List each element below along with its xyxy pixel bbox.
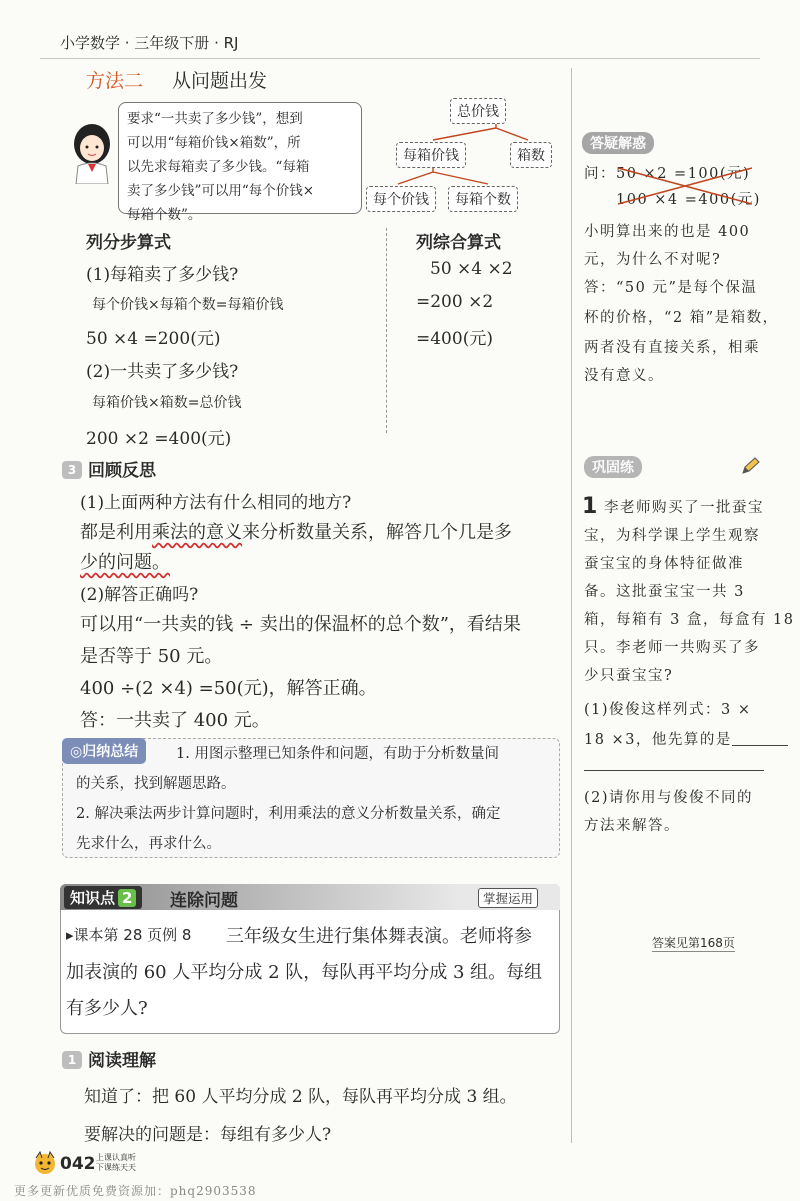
knowledge-problem-line-1: 三年级女生进行集体舞表演。老师将参 <box>226 926 532 947</box>
method-title: 方法二 <box>86 70 144 92</box>
tree-node-box-count: 箱数 <box>510 142 552 168</box>
combined-line-3: =400(元) <box>416 329 493 349</box>
tree-node-box-price: 每箱价钱 <box>396 142 466 168</box>
reading-section-icon: 1 <box>62 1051 82 1069</box>
stepwise-title: 列分步算式 <box>86 233 171 253</box>
cross-out-mark <box>612 160 762 216</box>
review-answer-1-pre: 都是利用 <box>80 522 152 543</box>
bubble-line: 卖了多少钱”可以用“每个价钱× <box>127 183 315 199</box>
summary-tag: ◎归纳总结 <box>62 738 146 764</box>
summary-point-2-line-2: 先求什么，再求什么。 <box>76 836 221 852</box>
bubble-line: 以先求每箱卖了多少钱。“每箱 <box>127 159 310 175</box>
bubble-line: 每箱个数”。 <box>127 207 202 223</box>
thought-bubble <box>118 102 362 223</box>
tree-node-unit-price: 每个价钱 <box>366 186 436 212</box>
knowledge-problem-line-2: 加表演的 60 人平均分成 2 队，每队再平均分成 3 组。每组 <box>66 962 543 983</box>
knowledge-tag <box>64 886 142 909</box>
qa-answer-line-4: 没有意义。 <box>584 368 664 384</box>
practice-line-11: 方法来解答。 <box>584 818 680 834</box>
review-answer-2-line-2: 是否等于 50 元。 <box>80 646 223 667</box>
page-header-title: 小学数学 · 三年级下册 · RJ <box>60 34 239 52</box>
step-equation-2: 200 ×2 =400(元) <box>86 429 232 449</box>
combined-line-2: =200 ×2 <box>416 292 494 312</box>
review-heading <box>62 456 156 481</box>
practice-tag: 巩固练 <box>584 456 642 478</box>
page-number: 042 <box>60 1154 96 1174</box>
practice-line-7: 少只蚕宝宝? <box>584 668 674 684</box>
practice-line-9-text: 18 ×3，他先算的是 <box>584 732 732 748</box>
step-question-2: (2)一共卖了多少钱? <box>86 362 239 382</box>
tree-node-per-box: 每箱个数 <box>448 186 518 212</box>
practice-line-3: 蚕宝宝的身体特征做准 <box>584 556 744 572</box>
footer-watermark: 更多更新优质免费资源加：phq2903538 <box>14 1184 257 1198</box>
qa-question-line-1: 小明算出来的也是 400 <box>584 224 751 240</box>
review-question-2: (2)解答正确吗? <box>80 585 199 605</box>
bubble-line: 要求“一共卖了多少钱”，想到 <box>127 111 303 127</box>
review-answer-2-line-3: 400 ÷(2 ×4) =50(元)，解答正确。 <box>80 678 377 699</box>
knowledge-tag-label: 知识点 <box>70 889 116 907</box>
reading-title: 阅读理解 <box>88 1051 156 1071</box>
reading-line-1: 知道了：把 60 人平均分成 2 队，每队再平均分成 3 组。 <box>84 1087 517 1107</box>
knowledge-problem-line-3: 有多少人? <box>66 998 148 1019</box>
footer-slogan <box>96 1153 136 1173</box>
step-question-1: (1)每箱卖了多少钱? <box>86 265 239 285</box>
practice-line-5: 箱，每箱有 3 盒，每盒有 18 <box>584 612 795 628</box>
review-answer-1-line-2-text: 少的问题。 <box>80 552 170 573</box>
review-title: 回顾反思 <box>88 461 156 481</box>
dashed-separator <box>386 228 387 433</box>
practice-number: 1 <box>582 494 598 519</box>
qa-answer-line-3: 两者没有直接关系，相乘 <box>584 340 760 356</box>
qa-question-line-2: 元，为什么不对呢? <box>584 252 722 268</box>
knowledge-badge: 掌握运用 <box>478 888 538 908</box>
practice-line-6: 只。李老师一共购买了多 <box>584 640 760 656</box>
qa-tag: 答疑解惑 <box>582 132 654 154</box>
review-answer-2-line-4: 答：一共卖了 400 元。 <box>80 710 270 731</box>
footer-slogan-1: 上课认真听 <box>96 1153 136 1162</box>
review-answer-1-line-1 <box>80 518 512 544</box>
reading-heading <box>62 1046 156 1071</box>
summary-point-2-line-1: 2. 解决乘法两步计算问题时，利用乘法的意义分析数量关系，确定 <box>76 806 501 822</box>
combined-line-1: 50 ×4 ×2 <box>430 259 513 279</box>
practice-line-10: (2)请你用与俊俊不同的 <box>584 790 754 806</box>
knowledge-title: 连除问题 <box>170 891 238 911</box>
footer-slogan-2: 下课练天天 <box>96 1163 136 1172</box>
tree-node-total: 总价钱 <box>450 98 506 124</box>
mascot-icon <box>32 1150 58 1176</box>
bubble-line: 可以用“每箱价钱×箱数”，所 <box>127 135 301 151</box>
pencil-icon <box>740 456 762 476</box>
textbook-reference: ▸课本第 28 页例 8 <box>66 926 192 944</box>
combined-title: 列综合算式 <box>416 233 501 253</box>
step-formula-2: 每箱价钱×箱数=总价钱 <box>92 395 242 411</box>
review-answer-1-line-2 <box>80 548 170 574</box>
column-divider <box>571 68 572 1143</box>
practice-line-4: 备。这批蚕宝宝一共 3 <box>584 584 745 600</box>
practice-line-2: 宝，为科学课上学生观察 <box>584 528 760 544</box>
header-divider <box>40 58 760 59</box>
summary-point-1-line-1: 1. 用图示整理已知条件和问题，有助于分析数量间 <box>176 746 499 762</box>
qa-wrong-eq-2: 100 ×4 =400(元) <box>616 192 761 208</box>
qa-wrong-eq-1: 50 ×2 =100(元) <box>616 166 751 182</box>
answer-blank-1[interactable] <box>732 730 788 746</box>
summary-point-1-line-2: 的关系，找到解题思路。 <box>76 776 236 792</box>
qa-answer-line-2: 杯的价格，“2 箱”是箱数， <box>584 310 779 326</box>
review-answer-1-post: 来分析数量关系，解答几个几是多 <box>242 522 512 543</box>
practice-line-8: (1)俊俊这样列式：3 × <box>584 702 752 718</box>
practice-line-9 <box>584 726 788 754</box>
girl-avatar <box>68 120 120 184</box>
review-answer-2-line-1: 可以用“一共卖的钱 ÷ 卖出的保温杯的总个数”，看结果 <box>80 614 521 635</box>
review-section-icon: 3 <box>62 461 82 479</box>
qa-question-label: 问： <box>584 166 616 182</box>
step-equation-1: 50 ×4 =200(元) <box>86 329 221 349</box>
knowledge-number: 2 <box>118 889 136 907</box>
answer-blank-2[interactable] <box>584 770 764 771</box>
qa-answer-line-1: 答：“50 元”是每个保温 <box>584 280 758 296</box>
step-formula-1: 每个价钱×每箱个数=每箱价钱 <box>92 297 284 313</box>
practice-line-1: 李老师购买了一批蚕宝 <box>604 500 764 516</box>
method-subtitle: 从问题出发 <box>172 70 268 92</box>
review-answer-1-mark: 乘法的意义 <box>152 522 242 543</box>
review-question-1: (1)上面两种方法有什么相同的地方? <box>80 493 352 513</box>
reading-line-2: 要解决的问题是：每组有多少人? <box>84 1125 332 1145</box>
answer-reference: 答案见第168页 <box>652 936 735 950</box>
